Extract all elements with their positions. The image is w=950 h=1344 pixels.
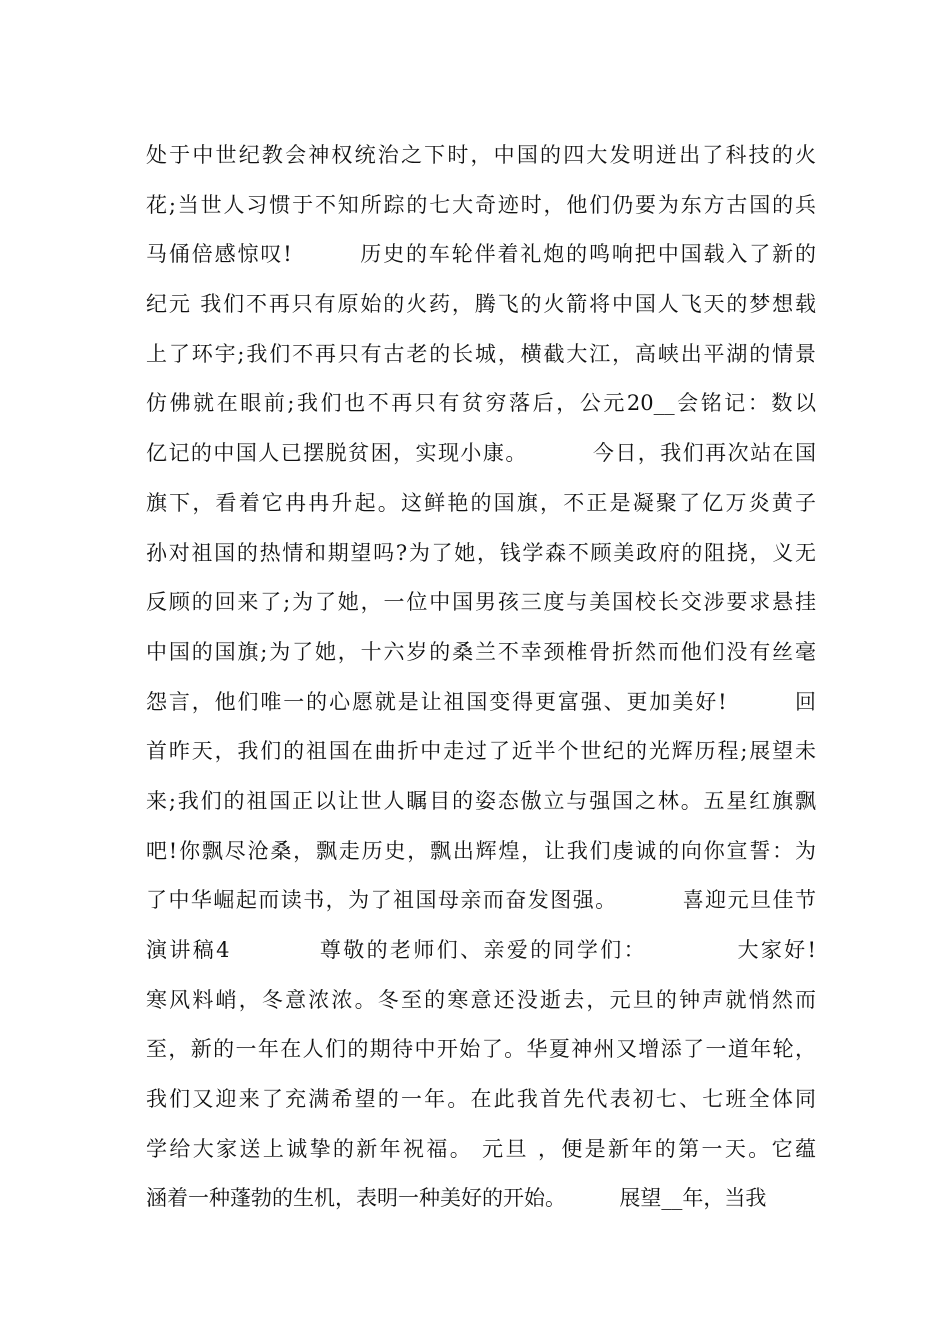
text-line: 上了环宇;我们不再只有古老的长城，横截大江，高峡出平湖的情景 xyxy=(146,341,816,366)
text-line: 来;我们的祖国正以让世人瞩目的姿态傲立与强国之林。五星红旗飘 xyxy=(146,788,816,813)
text-line: 学给大家送上诚挚的新年祝福。 元旦 ，便是新年的第一天。它蕴 xyxy=(146,1136,816,1161)
text-line: 反顾的回来了;为了她，一位中国男孩三度与美国校长交涉要求悬挂 xyxy=(146,590,816,615)
text-line: 孙对祖国的热情和期望吗?为了她，钱学森不顾美政府的阻挠，义无 xyxy=(146,540,816,565)
text-line: 首昨天，我们的祖国在曲折中走过了近半个世纪的光辉历程;展望未 xyxy=(146,739,816,764)
text-line: 至，新的一年在人们的期待中开始了。华夏神州又增添了一道年轮， xyxy=(146,1037,816,1062)
text-line: 了中华崛起而读书，为了祖国母亲而奋发图强。 喜迎元旦佳节 xyxy=(146,888,816,913)
body-text xyxy=(146,131,816,1224)
text-line: 旗下，看着它冉冉升起。这鲜艳的国旗，不正是凝聚了亿万炎黄子 xyxy=(146,490,816,515)
text-line: 涵着一种蓬勃的生机，表明一种美好的开始。 展望__年，当我 xyxy=(146,1186,767,1211)
text-line: 花;当世人习惯于不知所踪的七大奇迹时，他们仍要为东方古国的兵 xyxy=(146,192,816,217)
text-line: 寒风料峭，冬意浓浓。冬至的寒意还没逝去，元旦的钟声就悄然而 xyxy=(146,987,816,1012)
text-line: 中国的国旗;为了她，十六岁的桑兰不幸颈椎骨折然而他们没有丝毫 xyxy=(146,639,816,664)
text-line: 怨言，他们唯一的心愿就是让祖国变得更富强、更加美好! 回 xyxy=(146,689,816,714)
text-line: 马俑倍感惊叹! 历史的车轮伴着礼炮的鸣响把中国载入了新的 xyxy=(146,242,816,267)
text-line: 纪元 我们不再只有原始的火药，腾飞的火箭将中国人飞天的梦想载 xyxy=(146,292,816,317)
text-line: 仿佛就在眼前;我们也不再只有贫穷落后，公元20__会铭记：数以 xyxy=(146,391,816,416)
text-line: 亿记的中国人已摆脱贫困，实现小康。 今日，我们再次站在国 xyxy=(146,441,816,466)
text-line: 演讲稿4 尊敬的老师们、亲爱的同学们： 大家好! xyxy=(146,938,816,962)
text-line: 处于中世纪教会神权统治之下时，中国的四大发明迸出了科技的火 xyxy=(146,143,816,167)
text-line: 我们又迎来了充满希望的一年。在此我首先代表初七、七班全体同 xyxy=(146,1087,816,1112)
text-line: 吧!你飘尽沧桑，飘走历史，飘出辉煌，让我们虔诚的向你宣誓：为 xyxy=(146,838,816,863)
